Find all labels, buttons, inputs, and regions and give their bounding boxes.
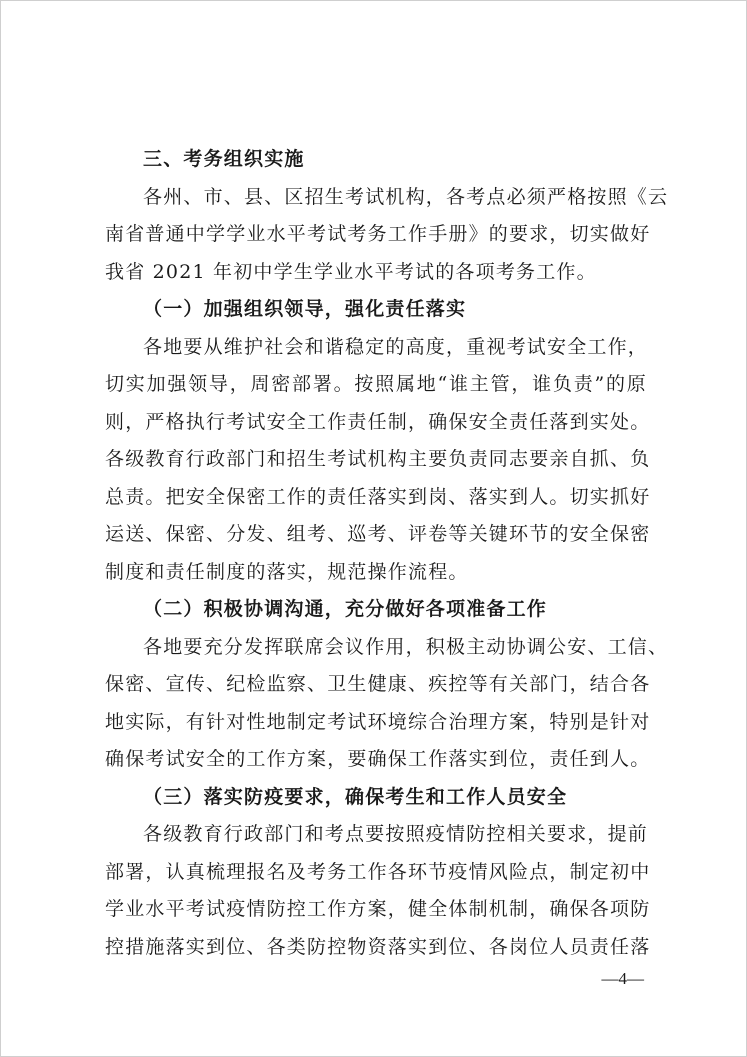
paragraph-line: 运送、保密、分发、组考、巡考、评卷等关键环节的安全保密 <box>105 523 651 545</box>
paragraph-line: 各级教育行政部门和招生考试机构主要负责同志要亲自抓、负 <box>105 448 651 470</box>
paragraph-line: 南省普通中学学业水平考试考务工作手册》的要求，切实做好 <box>105 223 651 245</box>
paragraph-line: 总责。把安全保密工作的责任落实到岗、落实到人。切实抓好 <box>105 485 651 508</box>
paragraph-line: 部署，认真梳理报名及考务工作各环节疫情风险点，制定初中 <box>105 860 651 883</box>
page-number: —4— <box>601 969 644 988</box>
subsection-heading-1: （一）加强组织领导，强化责任落实 <box>143 298 467 320</box>
paragraph-line: 各地要从维护社会和谐稳定的高度，重视考试安全工作， <box>143 335 649 358</box>
paragraph-line: 保密、宣传、纪检监察、卫生健康、疾控等有关部门，结合各 <box>105 673 651 695</box>
section-heading: 三、考务组织实施 <box>143 148 305 170</box>
document-body <box>105 141 669 966</box>
subsection-heading-2: （二）积极协调沟通，充分做好各项准备工作 <box>143 598 548 620</box>
paragraph-line: 确保考试安全的工作方案，要确保工作落实到位，责任到人。 <box>105 748 651 770</box>
paragraph-line: 地实际，有针对性地制定考试环境综合治理方案，特别是针对 <box>105 710 651 733</box>
paragraph-line: 切实加强领导，周密部署。按照属地“谁主管，谁负责”的原 <box>105 373 647 395</box>
paragraph-line: 我省 2021 年初中学生学业水平考试的各项考务工作。 <box>105 260 597 283</box>
paragraph-line: 控措施落实到位、各类防控物资落实到位、各岗位人员责任落 <box>105 935 651 958</box>
paragraph-line: 各级教育行政部门和考点要按照疫情防控相关要求，提前 <box>143 823 649 845</box>
paragraph-line: 制度和责任制度的落实，规范操作流程。 <box>105 560 469 583</box>
subsection-heading-3: （三）落实防疫要求，确保考生和工作人员安全 <box>143 785 568 808</box>
paragraph-line: 各地要充分发挥联席会议作用，积极主动协调公安、工信、 <box>143 635 669 658</box>
paragraph-line: 各州、市、县、区招生考试机构，各考点必须严格按照《云 <box>143 185 669 208</box>
paragraph-line: 学业水平考试疫情防控工作方案，健全体制机制，确保各项防 <box>105 898 651 920</box>
paragraph-line: 则，严格执行考试安全工作责任制，确保安全责任落到实处。 <box>105 410 651 433</box>
